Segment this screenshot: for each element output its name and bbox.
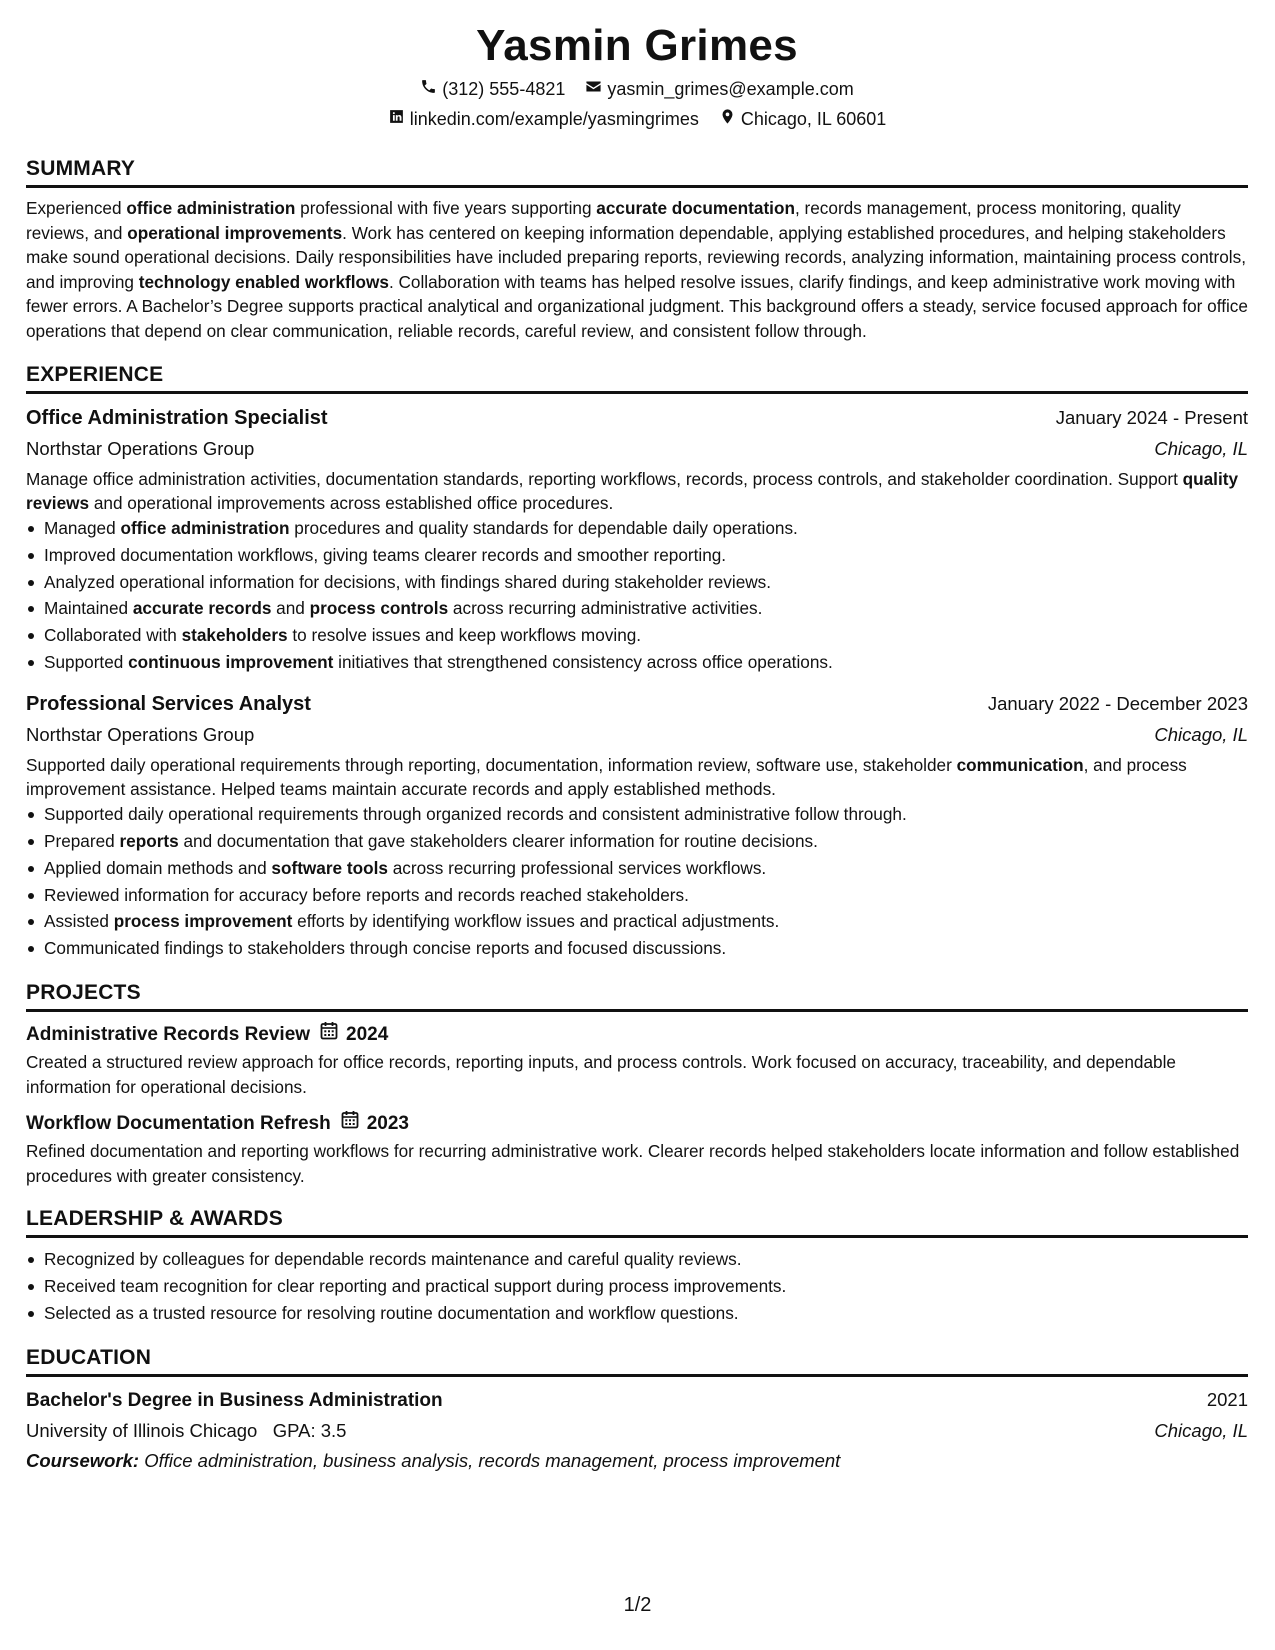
job-location: Chicago, IL — [1154, 437, 1248, 459]
page-number: 1/2 — [623, 1594, 652, 1616]
list-item — [44, 649, 1248, 676]
resume-page — [26, 18, 1248, 1476]
text-segment: , records management, process monitoring, quality reviews, and — [26, 198, 1181, 243]
job-title: Office Administration Specialist — [26, 406, 328, 429]
text-segment: Analyzed operational information for decisions, with findings shared during stakeholder reviews. — [44, 571, 772, 592]
job-header — [26, 402, 1248, 434]
leadership-bullets — [26, 1246, 1248, 1326]
linkedin-contact[interactable] — [388, 104, 699, 134]
job-header — [26, 688, 1248, 720]
project-header — [26, 1109, 1248, 1139]
list-item: Recognized by colleagues for dependable records maintenance and careful quality reviews. — [44, 1246, 1248, 1273]
phone-contact — [420, 74, 565, 104]
bold-keyword: continuous improvement — [128, 651, 334, 672]
education-subheader — [26, 1416, 1248, 1446]
email-address[interactable]: yasmin_grimes@example.com — [607, 79, 854, 99]
phone-number: (312) 555-4821 — [442, 79, 566, 99]
bold-keyword: software tools — [271, 857, 388, 878]
job-description — [26, 753, 1248, 801]
school-location: Chicago, IL — [1154, 1419, 1248, 1441]
project-year: 2024 — [346, 1023, 389, 1045]
candidate-name: Yasmin Grimes — [476, 21, 798, 70]
bold-keyword: office administration — [120, 517, 290, 538]
text-segment: Applied domain methods and — [44, 857, 272, 878]
experience-heading: EXPERIENCE — [26, 360, 1248, 394]
linkedin-url[interactable]: linkedin.com/example/yasmingrimes — [409, 109, 699, 129]
job-subheader — [26, 720, 1248, 750]
bold-keyword: technology enabled workflows — [138, 271, 389, 292]
graduation-year: 2021 — [1206, 1388, 1248, 1410]
bold-keyword: process improvement — [113, 911, 293, 932]
list-item — [44, 542, 1248, 569]
text-segment: Supported — [44, 651, 129, 672]
text-segment: Managed — [44, 517, 121, 538]
list-item — [44, 801, 1248, 828]
list-item — [44, 569, 1248, 596]
job-entry — [26, 402, 1248, 676]
education-section — [26, 1343, 1248, 1476]
bold-keyword: operational improvements — [127, 222, 343, 243]
leadership-heading: LEADERSHIP & AWARDS — [26, 1204, 1248, 1238]
education-heading: EDUCATION — [26, 1343, 1248, 1377]
phone-icon — [420, 74, 437, 104]
job-dates: January 2024 - Present — [1055, 406, 1248, 428]
leadership-section — [26, 1204, 1248, 1326]
list-item — [44, 595, 1248, 622]
text-segment: Prepared — [44, 830, 120, 851]
text-segment: Communicated findings to stakeholders through concise reports and focused discussions. — [44, 938, 727, 959]
job-subheader — [26, 434, 1248, 464]
text-segment: and documentation that gave stakeholders clearer information for routine decisions. — [178, 830, 818, 851]
projects-section — [26, 978, 1248, 1188]
envelope-icon — [585, 74, 602, 104]
list-item: Received team recognition for clear reporting and practical support during process improvements. — [44, 1273, 1248, 1300]
list-item — [44, 908, 1248, 935]
bold-keyword: stakeholders — [181, 625, 288, 646]
text-segment: and operational improvements across established office procedures. — [89, 492, 614, 513]
text-segment: Assisted — [44, 911, 114, 932]
text-segment: Manage office administration activities, documentation standards, reporting workflows, records, process controls, and stakeholder coordination. Support — [26, 468, 1183, 489]
calendar-icon — [341, 1109, 359, 1139]
job-bullets — [26, 515, 1248, 676]
list-item — [44, 622, 1248, 649]
job-description — [26, 467, 1248, 515]
coursework-list: Office administration, business analysis, records management, process improvement — [144, 1449, 841, 1471]
text-segment: initiatives that strengthened consistency across office operations. — [333, 651, 833, 672]
text-segment: Supported daily operational requirements through reporting, documentation, information review, software use, stakeholder — [26, 754, 957, 775]
text-segment: . Collaboration with teams has helped resolve issues, clarify findings, and keep administrative work moving with fewer errors. A Bachelor’s Degree supports practical analytical and organizational judgment. This background offers a steady, service focused approach for office operations that depend on clear communication, reliable records, careful review, and consistent follow through. — [26, 271, 1248, 341]
list-item — [44, 882, 1248, 909]
project-name: Workflow Documentation Refresh — [26, 1113, 331, 1135]
list-item — [44, 515, 1248, 542]
list-item — [44, 935, 1248, 962]
projects-heading: PROJECTS — [26, 978, 1248, 1012]
project-entry — [26, 1109, 1248, 1188]
text-segment: Supported daily operational requirements through organized records and consistent administrative follow through. — [44, 804, 907, 825]
text-segment: procedures and quality standards for dependable daily operations. — [289, 517, 798, 538]
summary-paragraph — [26, 196, 1248, 344]
location-contact — [719, 104, 886, 134]
project-header — [26, 1020, 1248, 1050]
coursework-line — [26, 1446, 1248, 1476]
experience-section — [26, 360, 1248, 962]
bold-keyword: communication — [956, 754, 1084, 775]
map-pin-icon — [719, 104, 736, 134]
company-name: Northstar Operations Group — [26, 437, 255, 459]
job-bullets — [26, 801, 1248, 962]
list-item — [44, 855, 1248, 882]
summary-section — [26, 154, 1248, 344]
job-dates: January 2022 - December 2023 — [987, 692, 1248, 714]
text-segment: efforts by identifying workflow issues and practical adjustments. — [292, 911, 780, 932]
text-segment: , and process improvement assistance. Helped teams maintain accurate records and apply established methods. — [26, 754, 1187, 799]
project-year: 2023 — [366, 1113, 410, 1135]
text-segment: and — [271, 598, 310, 619]
company-name: Northstar Operations Group — [26, 723, 255, 745]
gpa: GPA: 3.5 — [272, 1419, 347, 1441]
text-segment: Collaborated with — [44, 625, 182, 646]
text-segment: Improved documentation workflows, giving teams clearer records and smoother reporting. — [44, 544, 727, 565]
text-segment: . Work has centered on keeping information dependable, applying established procedures, and helping stakeholders make sound operational decisions. Daily responsibilities have included preparing reports, reviewing records, analyzing information, maintaining process controls, and improving — [26, 222, 1246, 292]
location-text: Chicago, IL 60601 — [740, 109, 887, 129]
calendar-icon — [320, 1020, 338, 1050]
degree-name: Bachelor's Degree in Business Administration — [26, 1389, 443, 1411]
job-location: Chicago, IL — [1154, 723, 1248, 745]
list-item — [44, 828, 1248, 855]
bold-keyword: quality reviews — [26, 468, 1239, 513]
list-item: Selected as a trusted resource for resolving routine documentation and workflow questions. — [44, 1300, 1248, 1327]
text-segment: professional with five years supporting — [295, 198, 597, 218]
bold-keyword: accurate documentation — [596, 198, 795, 218]
bold-keyword: accurate records — [132, 598, 272, 619]
linkedin-icon — [388, 104, 405, 134]
project-name: Administrative Records Review — [26, 1023, 311, 1045]
project-year-group — [320, 1020, 388, 1050]
job-title: Professional Services Analyst — [26, 692, 311, 715]
text-segment: to resolve issues and keep workflows moving. — [287, 625, 642, 646]
bold-keyword: office administration — [126, 198, 296, 218]
resume-header — [26, 18, 1248, 134]
text-segment: across recurring administrative activities. — [448, 598, 763, 619]
school-name: University of Illinois Chicago — [26, 1419, 258, 1441]
bold-keyword: process controls — [309, 598, 449, 619]
text-segment: Experienced — [26, 198, 127, 218]
job-entry — [26, 688, 1248, 962]
text-segment: Maintained — [44, 598, 133, 619]
project-year-group — [341, 1109, 409, 1139]
school-line — [26, 1416, 346, 1446]
project-description: Refined documentation and reporting workflows for recurring administrative work. Clearer records helped stakeholders locate information and follow established procedures with greater consistency. — [26, 1141, 1240, 1186]
coursework-label: Coursework: — [26, 1449, 140, 1471]
text-segment: across recurring professional services workflows. — [387, 857, 767, 878]
summary-heading: SUMMARY — [26, 154, 1248, 188]
text-segment: Reviewed information for accuracy before reports and records reached stakeholders. — [44, 884, 689, 905]
project-entry — [26, 1020, 1248, 1099]
email-contact[interactable] — [585, 74, 853, 104]
contact-line-1 — [26, 74, 1248, 104]
contact-line-2 — [26, 104, 1248, 134]
project-description: Created a structured review approach for office records, reporting inputs, and process controls. Work focused on accuracy, traceability, and dependable information for operational decisions. — [26, 1051, 1176, 1097]
education-header — [26, 1385, 1248, 1416]
bold-keyword: reports — [119, 830, 179, 851]
